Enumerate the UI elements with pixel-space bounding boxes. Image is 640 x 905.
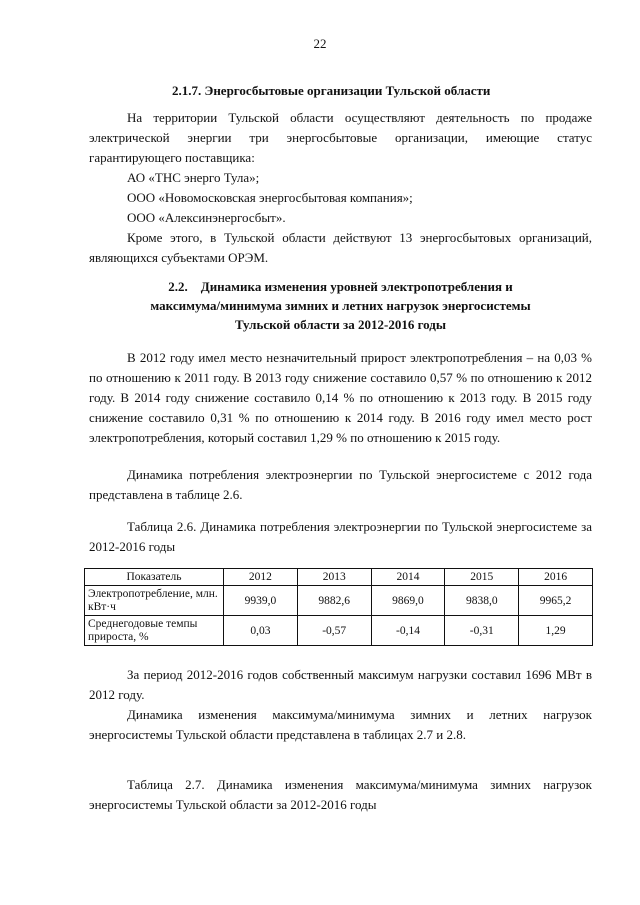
- org-item-1: АО «ТНС энерго Тула»;: [127, 170, 260, 185]
- table-cell: 9869,0: [371, 586, 445, 616]
- table-cell: -0,14: [371, 616, 445, 646]
- table-header-cell: Показатель: [85, 569, 224, 586]
- dynamics-paragraph: В 2012 году имел место незначительный прирост электропотребления – на 0,03 % по отношению к 2011 году. В 2013 году снижение составило 0,57 % по отношению к 2012 году. В 2014 году снижение составило 0,14 % по отношению к 2013 году. В 2015 году снижение составило 0,31 % по отношению к 2014 году. В 2016 году имел место рост электропотребления, который составил 1,29 % по отношению к 2015 году.: [89, 350, 592, 445]
- table-header-row: [85, 569, 593, 586]
- row-label: Среднегодовые темпы прироста, %: [85, 616, 224, 646]
- section-heading-217: 2.1.7. Энергосбытовые организации Тульской области: [172, 83, 491, 98]
- table-header-cell: 2015: [445, 569, 519, 586]
- max-load-paragraph: За период 2012-2016 годов собственный максимум нагрузки составил 1696 МВт в 2012 году.: [89, 667, 592, 702]
- table-cell: -0,31: [445, 616, 519, 646]
- table-26-caption: Таблица 2.6. Динамика потребления электроэнергии по Тульской энергосистеме за 2012-2016 годы: [89, 519, 592, 554]
- table-cell: 9882,6: [297, 586, 371, 616]
- table-cell: 0,03: [224, 616, 298, 646]
- table-cell: 9939,0: [224, 586, 298, 616]
- table-27-caption: Таблица 2.7. Динамика изменения максимума/минимума зимних нагрузок энергосистемы Тульской области за 2012-2016 годы: [89, 777, 592, 812]
- section-heading-22-line1: 2.2. Динамика изменения уровней электропотребления и: [168, 279, 513, 294]
- table-header-cell: 2012: [224, 569, 298, 586]
- intro-paragraph: На территории Тульской области осуществляют деятельность по продаже электрической энергии три энергосбытовые организации, имеющие статус гарантирующего поставщика:: [89, 110, 592, 165]
- table-header-cell: 2016: [519, 569, 593, 586]
- table-cell: -0,57: [297, 616, 371, 646]
- page-number: 22: [313, 36, 327, 51]
- org-item-2: ООО «Новомосковская энергосбытовая компания»;: [127, 190, 413, 205]
- table-row: [85, 586, 593, 616]
- table-26: [84, 568, 593, 646]
- org-item-3: ООО «Алексинэнергосбыт».: [127, 210, 286, 225]
- table-header-cell: 2013: [297, 569, 371, 586]
- section-heading-22-line2: максимума/минимума зимних и летних нагрузок энергосистемы: [150, 298, 531, 313]
- table-cell: 1,29: [519, 616, 593, 646]
- tables-reference-paragraph: Динамика изменения максимума/минимума зимних и летних нагрузок энергосистемы Тульской области представлена в таблицах 2.7 и 2.8.: [89, 707, 592, 742]
- table-header-cell: 2014: [371, 569, 445, 586]
- table-cell: 9838,0: [445, 586, 519, 616]
- section-heading-22-line3: Тульской области за 2012-2016 годы: [234, 317, 447, 332]
- table-row: [85, 616, 593, 646]
- extra-paragraph: Кроме этого, в Тульской области действуют 13 энергосбытовых организаций, являющихся субъектами ОРЭМ.: [89, 230, 592, 265]
- table-reference-paragraph: Динамика потребления электроэнергии по Тульской энергосистеме с 2012 года представлена в таблице 2.6.: [89, 467, 592, 502]
- row-label: Электропотребление, млн. кВт·ч: [85, 586, 224, 616]
- table-cell: 9965,2: [519, 586, 593, 616]
